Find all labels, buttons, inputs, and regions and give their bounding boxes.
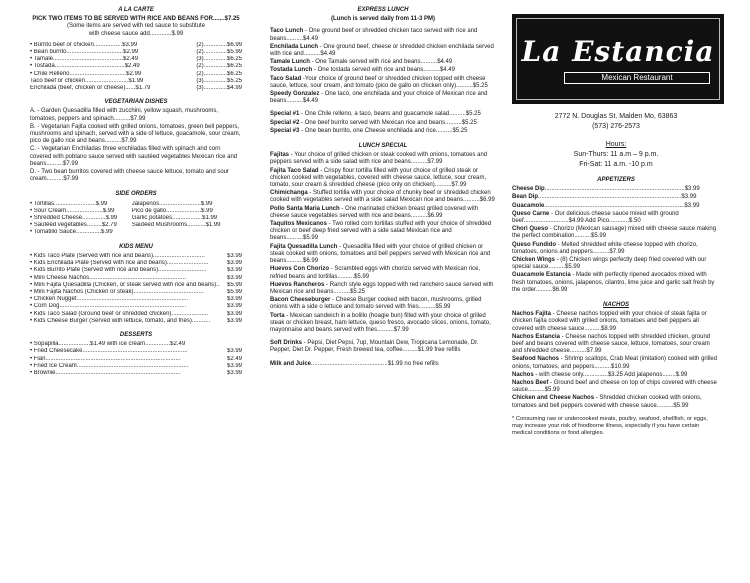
appetizer-item-price: ..........$3.99 <box>668 186 700 193</box>
nacho-item-title: Chicken and Cheese Nachos <box>512 395 595 402</box>
alacarte-item-price: (2)..............$6.99 <box>196 41 242 48</box>
dessert-item <box>30 363 242 370</box>
hours-weekend: Fri-Sat: 11 a.m. -10 p.m <box>579 161 653 168</box>
express-item-desc: - One Tamale served with rice and beans <box>309 59 421 66</box>
lunch-item <box>270 266 496 280</box>
nacho-item-price: ..........$5.99 <box>528 387 560 394</box>
lunch-item <box>270 244 496 266</box>
dessert-title: DESSERTS <box>119 331 153 338</box>
lunch-item-desc: - Ranch style eggs topped with red ranchero sauce served with Mexican rice and beans <box>270 281 494 295</box>
express-item <box>270 67 496 74</box>
logo-tagline: Mexican Restaurant <box>564 72 710 84</box>
veg-item-desc: B. - Vegetarian Fajita cooked with grilled onions, tomatoes, green bell peppers, mushrooms and spinach, served with a side of lettuce, guacamole, sour cream, pico de gallo rice and beans <box>30 123 241 145</box>
lunch-item-price: ..........$5.99 <box>286 235 319 242</box>
appetizer-item-title: Queso Carne <box>512 210 550 217</box>
lunch-item-title: Bacon Cheeseburger <box>270 297 331 304</box>
nacho-item-price: ..........$7.99 <box>569 348 602 355</box>
dessert-list <box>30 341 242 377</box>
alacarte-item-price: (3)..............$6.25 <box>196 56 242 63</box>
alacarte-item <box>30 71 242 78</box>
side-title: SIDE ORDERS <box>115 191 157 198</box>
alacarte-item <box>30 78 242 85</box>
lunch-item-desc: - Your choice of grilled chicken or steak cooked with onions, tomatoes and peppers served with a side salad with rice and beans <box>270 152 488 166</box>
lunch-item-title: Fajitas <box>270 152 290 159</box>
alacarte-item <box>30 49 242 56</box>
dessert-item-price: $2.49 <box>226 355 242 362</box>
appetizer-item <box>512 194 720 201</box>
kids-item <box>30 318 242 325</box>
appetizer-item-desc: - Our delicious cheese sauce mixed with ground beef...........................$4.99 Add Pico............$.50 <box>512 210 679 225</box>
special-item <box>270 120 496 127</box>
lunch-item-title: Chimichanga <box>270 190 308 197</box>
nacho-item-price: ..........$10.99 <box>594 363 630 370</box>
lunch-item <box>270 206 496 220</box>
lunch-item <box>270 297 496 311</box>
appetizer-item-title: Guacamole Estancia <box>512 272 571 279</box>
express-item-desc: - One tostada served with rice and beans <box>312 67 424 74</box>
side-item <box>30 208 242 215</box>
appetizer-item-title: Chori Queso <box>512 226 549 233</box>
food-safety-note: * Consuming raw or undercooked meats, poultry, seafood, shellfish, or eggs, may increase your risk of foodborne illness, especially if you have certain medical conditions or food allergies. <box>512 415 708 436</box>
nacho-item-title: Seafood Nachos <box>512 356 560 363</box>
veg-item <box>30 146 242 168</box>
nacho-item-price: ..........$8.99 <box>584 325 617 332</box>
kids-item <box>30 282 242 289</box>
lunch-item-title: Pollo Santa Maria Lunch <box>270 205 340 212</box>
appetizer-item-title: Bean Dip <box>512 194 539 201</box>
express-sub: (Lunch is served daily from 11-3 PM) <box>330 16 436 23</box>
appetizer-item-price: ..........$5.99 <box>574 233 607 240</box>
side-item-right <box>132 229 242 236</box>
kids-item <box>30 253 242 260</box>
lunch-item-desc: - Stuffed tortilla with your choice of chunky beef or shredded chicken cooked with vegetables served with a side salad Mexican rice and beans <box>270 190 491 204</box>
veg-item <box>30 169 242 183</box>
veg-item-price: ..........$7.99 <box>46 160 79 167</box>
alacarte-item-name: • Bean burrito..................................$2.99 <box>30 49 139 56</box>
hours-title: Hours: <box>605 141 627 148</box>
appetizer-item-price: ..........$6.99 <box>535 286 568 293</box>
express-item-price: ..........$4.49 <box>286 35 319 42</box>
kids-item-price: $5.99 <box>226 281 242 288</box>
appetizer-item-desc: ............................................................................ <box>538 194 665 201</box>
lunch-title: LUNCH SPECIAL <box>358 143 408 150</box>
milk-text: ..............................................$1.99 no free refills <box>311 360 439 367</box>
kids-item-name: • Kids Taco Plate (Served with rice and beans)............................... <box>30 252 205 259</box>
appetizer-item-price: ..........$7.99 <box>592 248 625 255</box>
lunch-item-title: Taquitos Mexicanos <box>270 221 327 228</box>
alacarte-item-price: (3)..............$4.99 <box>196 85 242 92</box>
alacarte-item-name: • Chile Relleno..................................$2.99 <box>30 70 142 77</box>
veg-item-desc: C. - Vegetarian Enchiladas three enchiladas filled with spinach and corn covered with poblano sauce served with sautéed vegetables Mexican rice and beans <box>30 146 238 167</box>
nacho-item <box>512 395 720 409</box>
dessert-item-price: $3.99 <box>226 369 242 376</box>
drinks-item <box>270 340 496 354</box>
lunch-item <box>270 282 496 296</box>
appetizer-item <box>512 186 720 193</box>
alacarte-item-name: • Tamale..........................................$2.49 <box>30 56 139 63</box>
appetizer-item-price: ..........$3.99 <box>667 202 700 209</box>
special-item-price: ..........$5.25 <box>445 119 477 126</box>
nacho-item-desc: - Cheese nachos topped with shredded chicken, ground beef and beans covered with cheese sauce, lettuce, tomatoes, sour cream and shredded cheese <box>512 333 711 355</box>
express-item-price: ..........$4.49 <box>303 51 336 58</box>
alacarte-item <box>30 63 242 70</box>
dessert-item-name: • Fried Ice Cream................................................................... <box>30 362 189 369</box>
nachos-title: NACHOS <box>602 302 629 309</box>
lunch-item-desc: - Scrambled eggs with chorizo served with Mexican rice, refried beans and tortillas <box>270 266 481 280</box>
express-item <box>270 76 496 90</box>
express-item-title: Enchilada Lunch <box>270 43 319 50</box>
alacarte-item-price: (3)..............$5.25 <box>196 77 242 84</box>
special-item-title: Special #3 <box>270 127 300 134</box>
express-item-desc: - One ground beef, cheese or shredded chicken enchilada served with rice and <box>270 43 494 58</box>
special-item-desc: - One beef burrito served with Mexican rice and beans <box>299 119 446 126</box>
side-item-right: Sautéed Mushrooms...........$1.99 <box>131 222 221 229</box>
kids-item-name: • Corn Dog............................................................................ <box>30 303 187 310</box>
kids-item <box>30 296 242 303</box>
veg-item <box>30 124 242 146</box>
appetizer-item-desc: - Chorizo (Mexican sausage) mixed with cheese sauce making the perfect combination <box>512 226 717 240</box>
kids-item <box>30 267 242 274</box>
kids-item-price: $3.99 <box>226 317 242 324</box>
lunch-item-desc: - Two rolled corn tortillas stuffed with your choice of shredded chicken or beef deep fried served with a side salad Mexican rice and beans <box>270 221 492 242</box>
express-item-title: Tamale Lunch <box>270 59 310 66</box>
appetizer-item-price: ..........$5.99 <box>548 264 581 271</box>
alacarte-item-price: (2)..............$5.99 <box>196 49 242 56</box>
dessert-item-name: • Brownie........................................................................... <box>30 369 181 376</box>
appetizers-list <box>512 186 720 294</box>
hours-weekday: Sun-Thurs: 11 a.m – 9 p.m. <box>573 151 659 158</box>
appetizer-item <box>512 242 720 256</box>
lunch-item-price: ..........$7.99 <box>434 182 467 189</box>
lunch-item-desc: - Quesadilla filled with your choice of grilled chicken or steak cooked with onions, tomatoes and bell peppers served with Mexican rice and beans <box>270 243 491 265</box>
nacho-item-desc: - Shrimp scallops, Crab Meat (imitation) cooked with grilled onions, tomatoes, and peppers <box>512 356 718 370</box>
kids-item-price: $3.99 <box>226 274 242 281</box>
side-item-left: • Sautéed vegetables.........$2.79 <box>30 222 117 229</box>
kids-list <box>30 253 242 325</box>
lunch-item-price: ..........$6.99 <box>463 197 495 204</box>
alacarte-sub1: PICK TWO ITEMS TO BE SERVED WITH RICE AND BEANS FOR.......$7.25 <box>32 16 240 23</box>
appetizer-item-title: Queso Fundido <box>512 241 556 248</box>
dessert-item-name: • Sopapilla...................$1.49 with ice cream...............$2.49 <box>30 341 186 348</box>
lunch-item-price: ..........$7.99 <box>410 159 443 166</box>
veg-item <box>30 108 242 122</box>
nacho-item-title: Nachos Beef <box>512 380 549 387</box>
lunch-item-title: Fajita Taco Salad <box>270 167 319 174</box>
lunch-item-price: ..........$7.99 <box>377 326 409 333</box>
lunch-item-title: Torta <box>270 312 285 319</box>
alacarte-item-name: Enchilada (beef, chicken or cheese)......$1.79 <box>30 85 151 92</box>
express-item-title: Tostada Lunch <box>270 67 313 74</box>
hours-block <box>512 140 720 170</box>
special-item-price: ..........$5.25 <box>449 111 481 118</box>
lunch-item-desc: - Crispy flour tortilla filled with your choice of grilled steak or chicken cooked with vegetables, covered with cheese sauce, lettuce, sour cream, tomato, sour cream & shredded cheese (pico only on chicken) <box>270 167 487 189</box>
appetizer-item-title: Chicken Wings <box>512 257 555 264</box>
appetizer-item-desc: .......................................................................... <box>544 186 669 193</box>
appetizer-item <box>512 211 720 225</box>
side-item <box>30 215 242 222</box>
lunch-item-title: Huevos Rancheros <box>270 281 325 288</box>
express-list <box>270 28 496 105</box>
side-item-right: Jalapenos.........................$.99 <box>131 200 213 207</box>
special-item-title: Special #1 <box>270 111 300 118</box>
kids-item <box>30 275 242 282</box>
appetizer-item-title: Cheese Dip <box>512 186 545 193</box>
kids-item-name: • Mini Fajita Nachos (Chicken or steak).......................................... <box>30 288 204 295</box>
express-item-title: Taco Salad <box>270 75 302 82</box>
kids-item-price: $3.99 <box>226 267 242 274</box>
special-item-desc: - One Chile relleno, a taco, beans and guacamole salad <box>299 111 450 118</box>
dessert-item-name: • Flan................................................................................. <box>30 355 181 362</box>
express-item-price: ..........$4.49 <box>286 98 319 105</box>
veg-title: VEGETARIAN DISHES <box>104 99 168 106</box>
alacarte-title: A LA CARTE <box>118 7 154 13</box>
kids-item-name: • Kids Cheese Burger (Served with lettuce, tomato, and fries)........... <box>30 317 211 324</box>
alacarte-item-name: • Tostada..........................................$2.49 <box>30 63 140 70</box>
express-item <box>270 28 496 42</box>
kids-item-name: • Kids Burrito Plate (Served with rice and beans)............................. <box>30 267 207 274</box>
alacarte-item-price: (2)..............$6.25 <box>196 63 242 70</box>
phone: (573) 276-2573 <box>592 123 640 130</box>
appetizer-item-desc: - (8) Chicken wings perfectly deep fried covered with our special sauce <box>512 257 707 271</box>
side-item-left: • Sour Cream......................$.99 <box>30 207 115 214</box>
kids-title: KIDS MENU <box>119 243 153 250</box>
nacho-item-desc: - Cheese nachos topped with your choice of steak fajita or chicken fajita cooked with grilled onions, tomatoes and bell peppers all covered with cheese sauce <box>512 311 707 332</box>
side-item <box>30 222 242 229</box>
alacarte-list <box>30 42 242 92</box>
lunch-item-price: ..........$5.99 <box>337 273 370 280</box>
nacho-item <box>512 311 720 333</box>
lunch-item-price: ..........$6.99 <box>286 258 319 265</box>
nacho-item <box>512 380 720 394</box>
nacho-item-desc: - Shredded chicken cooked with onions, tomatoes and bell peppers covered with cheese sauce <box>512 395 702 409</box>
express-item-desc: - One ground beef or shredded chicken taco served with rice and beans <box>270 28 478 42</box>
appetizer-item <box>512 272 720 294</box>
lunch-item <box>270 152 496 166</box>
lunch-item-title: Fajita Quesadilla Lunch <box>270 243 338 250</box>
express-item-desc: - One taco, one enchilada and your choice of Mexican rice and beans <box>270 91 488 105</box>
appetizer-item-desc: - Melted shredded white cheese topped with chorizo, tomatoes, onions and peppers <box>512 241 698 255</box>
express-item-desc: -Your choice of ground beef or shredded chicken topped with cheese sauce, lettuce, sour cream, and tomato (pico de gallo on chicken only) <box>270 75 486 89</box>
lunch-list <box>270 152 496 334</box>
alacarte-item <box>30 42 242 49</box>
kids-item-name: • Kids Taco Salad (Ground beef or shredded chicken)...................... <box>30 310 209 317</box>
alacarte-sub3: with cheese sauce add.............$.99 <box>88 30 184 37</box>
dessert-item <box>30 348 242 355</box>
dessert-item-price: $3.99 <box>226 362 242 369</box>
lunch-item <box>270 168 496 190</box>
appetizer-item-title: Guacamole <box>512 202 545 209</box>
special-item-desc: - One bean burrito, one Cheese enchilada and rice <box>299 127 436 134</box>
lunch-item-price: ..........$5.25 <box>333 288 366 295</box>
kids-item-price: $3.99 <box>226 296 242 303</box>
appetizer-item-desc: .......................................................................... <box>544 202 668 209</box>
nacho-item-title: Nachos <box>512 371 534 378</box>
drinks-text: - Pepsi, Diet Pepsi, 7up, Mountain Dew, Tropicana Lemonade, Dr. Pepper, Diet Dr. Pepper, Fresh brewed tea, coffee.........$1.99 free refills <box>270 340 479 354</box>
nacho-item-title: Nachos Estancia <box>512 333 561 340</box>
alacarte-item-price: (2)..............$6.25 <box>196 70 242 77</box>
kids-item-price: $3.99 <box>226 252 242 259</box>
nacho-item-desc: - Ground beef and cheese on top of chips covered with cheese sauce <box>512 380 717 394</box>
side-item-right: Pico de gallo.....................$.99 <box>131 207 213 214</box>
express-item <box>270 59 496 66</box>
alacarte-item-name: Taco beef or chicken..........................$1.99 <box>30 77 144 84</box>
express-item-title: Speedy Gonzalez <box>270 91 320 98</box>
side-item <box>30 201 242 208</box>
logo-name: La Estancia <box>521 35 715 68</box>
lunch-item-price: ..........$5.99 <box>418 304 451 311</box>
lunch-item-price: ..........$6.99 <box>410 212 443 219</box>
alacarte-sub2: (Some items are served with red sauce to substitute <box>66 23 206 30</box>
left-column <box>0 0 250 583</box>
kids-item <box>30 289 242 296</box>
side-item-left: • Tortillas.........................$.99 <box>30 200 108 207</box>
veg-list <box>30 108 242 183</box>
address: 2772 N. Douglas St. Malden Mo, 63863 <box>554 113 678 120</box>
nachos-list <box>512 311 720 410</box>
dessert-item-price: $3.99 <box>226 348 242 355</box>
lunch-item <box>270 190 496 204</box>
lunch-item-desc: - Mexican sandwich in a bolillo (hoagie bun) filled with your choice of grilled steak or chicken breast, ham lettuce, queso fresco, avocado slices, onions, tomato, mayonnaise and beans served with fries <box>270 312 491 333</box>
express-title: EXPRESS LUNCH <box>357 7 409 13</box>
express-item-price: ..........$4.49 <box>420 59 453 66</box>
veg-item-price: ..........$7.99 <box>104 138 137 145</box>
lunch-item-title: Huevos Con Chorizo <box>270 266 330 273</box>
nacho-item-title: Nachos Fajita <box>512 311 552 318</box>
dessert-item <box>30 370 242 377</box>
alacarte-item-name: • Burrito beef or chicken.................$3.99 <box>30 41 138 48</box>
kids-item-name: • Mini Cheese Nachos.......................................................... <box>30 274 186 281</box>
lunch-item-desc: - One marinated chicken breast grilled covered with cheese sauce vegetables served with rice and beans <box>270 205 479 219</box>
nacho-item <box>512 356 720 370</box>
dessert-item <box>30 356 242 363</box>
dessert-item <box>30 341 242 348</box>
milk-item <box>270 361 496 368</box>
right-column <box>506 0 750 583</box>
veg-item-desc: D. - Two bean burritos covered with cheese sauce lettuce, tomato and sour cream <box>30 169 229 183</box>
side-item-left: • Tomatillo Sauce...............$.99 <box>30 229 113 236</box>
kids-item-price: $3.99 <box>226 303 242 310</box>
veg-item-price: ..........$7.99 <box>113 115 146 122</box>
nacho-item-price: ..........$5.99 <box>656 402 689 409</box>
kids-item <box>30 260 242 267</box>
appetizer-item <box>512 203 720 210</box>
milk-name: Milk and Juice <box>270 360 312 367</box>
express-item-price: ..........$5.25 <box>456 82 488 89</box>
veg-item-desc: A. - Garden Quesadilla filled with zucchini, yellow squash, mushrooms, tomatoes, peppers and spinach <box>30 108 219 122</box>
dessert-item-name: • Fried Cheesecake............................................................... <box>30 348 188 355</box>
nacho-item <box>512 334 720 356</box>
express-item-title: Taco Lunch <box>270 28 304 35</box>
address-block <box>512 112 720 132</box>
kids-item-price: $3.99 <box>226 310 242 317</box>
side-item <box>30 229 242 236</box>
kids-item-name: • Mini Fajita Quesadilla (Chicken, or steak served with rice and beans).. <box>30 281 220 288</box>
lunch-item-desc: - Cheese Burger cooked with bacon, mushrooms, grilled onions with a side o lettuce and tomato served with fries <box>270 297 482 311</box>
side-item-left: • Shredded Cheese..............$.99 <box>30 215 118 222</box>
appetizer-item-desc: - Made with perfectly ripened avocados mixed with fresh tomatoes, onions, jalapenos, cilantro, lime juice and garlic salt fresh by the order <box>512 272 715 293</box>
special-item-title: Special #2 <box>270 119 300 126</box>
kids-item <box>30 311 242 318</box>
nacho-item <box>512 372 720 379</box>
drinks-name: Soft Drinks <box>270 340 303 347</box>
express-item <box>270 91 496 105</box>
lunch-item <box>270 313 496 335</box>
special-item <box>270 128 496 135</box>
special-list <box>270 111 496 135</box>
kids-item-price: $5.99 <box>226 288 242 295</box>
lunch-item <box>270 221 496 243</box>
appetizer-item-price: ..........$3.99 <box>664 194 697 201</box>
middle-column <box>254 0 504 583</box>
kids-item-price: $3.99 <box>226 260 242 267</box>
kids-item-name: • Kids Enchilada Plate (Served with rice and beans)......................... <box>30 260 209 267</box>
side-item-right: Garlic potatoes..................$1.99 <box>131 215 218 222</box>
kids-item-name: • Chicken Nugget................................................................... <box>30 296 189 303</box>
restaurant-logo <box>512 14 724 104</box>
appetizers-title: APPETIZERS <box>597 177 635 183</box>
express-item <box>270 44 496 58</box>
side-list <box>30 201 242 237</box>
kids-item <box>30 303 242 310</box>
veg-item-price: ..........$7.99 <box>46 176 79 183</box>
appetizer-item <box>512 226 720 240</box>
alacarte-item <box>30 85 242 92</box>
special-item-price: ..........$5.25 <box>435 127 468 134</box>
appetizer-item <box>512 257 720 271</box>
alacarte-item <box>30 56 242 63</box>
nacho-item-desc: - with cheese only...............$3.25 Add jalapenos........$.99 <box>533 371 688 378</box>
special-item <box>270 111 496 118</box>
express-item-price: ..........$4.49 <box>423 67 455 74</box>
